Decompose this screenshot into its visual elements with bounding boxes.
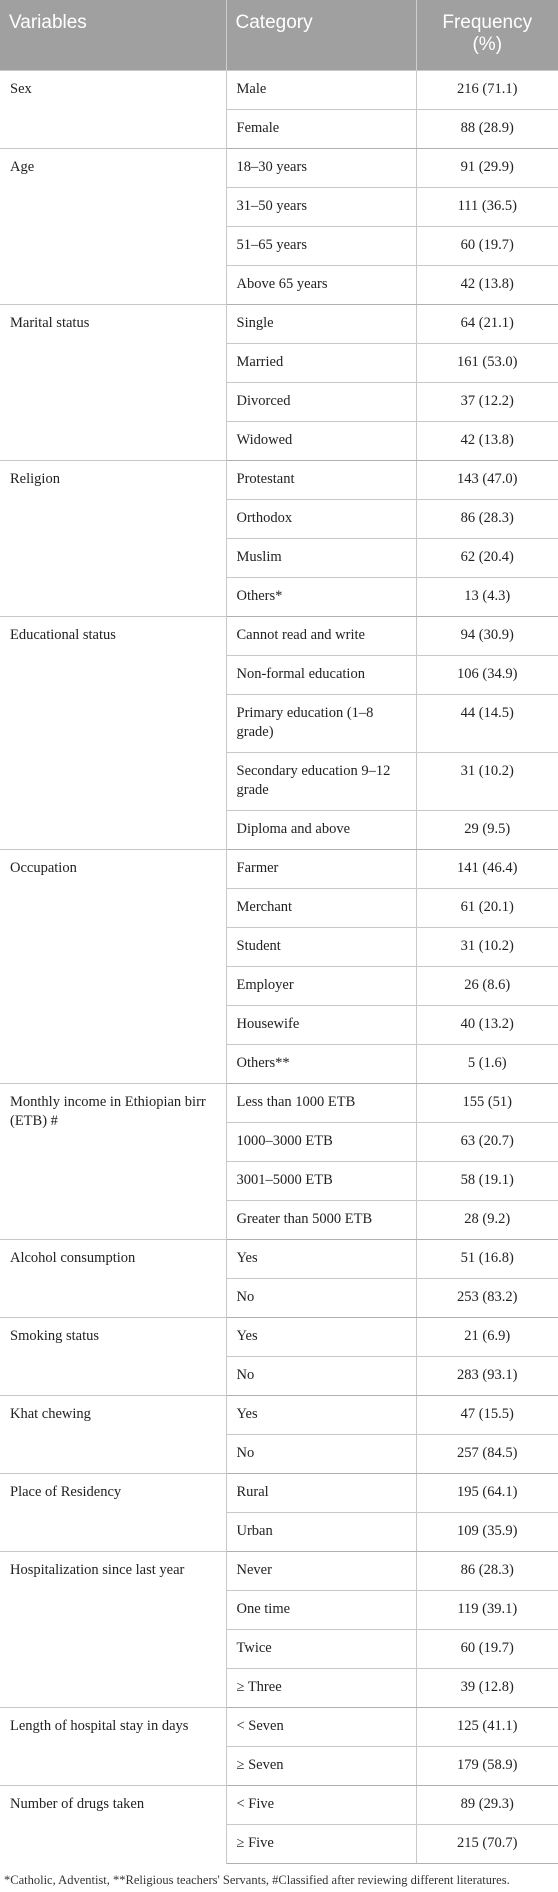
frequency-cell: 109 (35.9) xyxy=(416,1513,558,1552)
category-cell: ≥ Five xyxy=(226,1825,416,1864)
frequency-cell: 179 (58.9) xyxy=(416,1747,558,1786)
category-cell: Male xyxy=(226,71,416,110)
variable-cell: Educational status xyxy=(0,617,226,850)
category-cell: Rural xyxy=(226,1474,416,1513)
variable-cell: Khat chewing xyxy=(0,1396,226,1474)
table-header xyxy=(0,0,558,71)
frequency-cell: 61 (20.1) xyxy=(416,889,558,928)
frequency-cell: 111 (36.5) xyxy=(416,188,558,227)
category-cell: Yes xyxy=(226,1396,416,1435)
frequency-cell: 106 (34.9) xyxy=(416,656,558,695)
category-cell: 31–50 years xyxy=(226,188,416,227)
frequency-cell: 283 (93.1) xyxy=(416,1357,558,1396)
table-row xyxy=(0,1552,558,1591)
variable-cell: Number of drugs taken xyxy=(0,1786,226,1864)
frequency-cell: 31 (10.2) xyxy=(416,928,558,967)
frequency-cell: 119 (39.1) xyxy=(416,1591,558,1630)
category-cell: Greater than 5000 ETB xyxy=(226,1201,416,1240)
frequency-cell: 91 (29.9) xyxy=(416,149,558,188)
category-cell: Others** xyxy=(226,1045,416,1084)
category-cell: Female xyxy=(226,110,416,149)
frequency-cell: 86 (28.3) xyxy=(416,1552,558,1591)
category-cell: Twice xyxy=(226,1630,416,1669)
category-cell: Merchant xyxy=(226,889,416,928)
category-cell: No xyxy=(226,1279,416,1318)
category-cell: No xyxy=(226,1435,416,1474)
variable-cell: Sex xyxy=(0,71,226,149)
category-cell: Urban xyxy=(226,1513,416,1552)
frequency-cell: 88 (28.9) xyxy=(416,110,558,149)
category-cell: Yes xyxy=(226,1318,416,1357)
table-row xyxy=(0,71,558,110)
header-variables: Variables xyxy=(0,0,226,71)
category-cell: One time xyxy=(226,1591,416,1630)
category-cell: Employer xyxy=(226,967,416,1006)
frequency-cell: 125 (41.1) xyxy=(416,1708,558,1747)
table-row xyxy=(0,1708,558,1747)
table-row xyxy=(0,1786,558,1825)
frequency-cell: 64 (21.1) xyxy=(416,305,558,344)
table-row xyxy=(0,850,558,889)
frequency-cell: 58 (19.1) xyxy=(416,1162,558,1201)
variable-cell: Hospitalization since last year xyxy=(0,1552,226,1708)
category-cell: 3001–5000 ETB xyxy=(226,1162,416,1201)
category-cell: 18–30 years xyxy=(226,149,416,188)
category-cell: Primary education (1–8 grade) xyxy=(226,695,416,753)
category-cell: No xyxy=(226,1357,416,1396)
frequency-cell: 42 (13.8) xyxy=(416,422,558,461)
category-cell: Non-formal education xyxy=(226,656,416,695)
category-cell: Housewife xyxy=(226,1006,416,1045)
frequency-cell: 253 (83.2) xyxy=(416,1279,558,1318)
category-cell: < Five xyxy=(226,1786,416,1825)
category-cell: Secondary education 9–12 grade xyxy=(226,753,416,811)
variable-cell: Alcohol consumption xyxy=(0,1240,226,1318)
table-footnote: *Catholic, Adventist, **Religious teachers' Servants, #Classified after reviewing different literatures. xyxy=(4,1873,510,1887)
frequency-cell: 161 (53.0) xyxy=(416,344,558,383)
category-cell: Single xyxy=(226,305,416,344)
frequency-cell: 216 (71.1) xyxy=(416,71,558,110)
variable-cell: Marital status xyxy=(0,305,226,461)
category-cell: Married xyxy=(226,344,416,383)
frequency-cell: 31 (10.2) xyxy=(416,753,558,811)
frequency-cell: 5 (1.6) xyxy=(416,1045,558,1084)
category-cell: Protestant xyxy=(226,461,416,500)
category-cell: Farmer xyxy=(226,850,416,889)
category-cell: ≥ Three xyxy=(226,1669,416,1708)
header-row xyxy=(0,0,558,71)
frequency-cell: 40 (13.2) xyxy=(416,1006,558,1045)
table-row xyxy=(0,305,558,344)
frequency-cell: 86 (28.3) xyxy=(416,500,558,539)
category-cell: Student xyxy=(226,928,416,967)
variable-cell: Place of Residency xyxy=(0,1474,226,1552)
category-cell: Never xyxy=(226,1552,416,1591)
frequency-cell: 37 (12.2) xyxy=(416,383,558,422)
table-row xyxy=(0,1474,558,1513)
frequency-cell: 60 (19.7) xyxy=(416,1630,558,1669)
frequency-cell: 257 (84.5) xyxy=(416,1435,558,1474)
category-cell: Divorced xyxy=(226,383,416,422)
frequency-cell: 63 (20.7) xyxy=(416,1123,558,1162)
variable-cell: Monthly income in Ethiopian birr (ETB) # xyxy=(0,1084,226,1240)
frequency-cell: 94 (30.9) xyxy=(416,617,558,656)
table-row xyxy=(0,461,558,500)
category-cell: Diploma and above xyxy=(226,811,416,850)
frequency-cell: 39 (12.8) xyxy=(416,1669,558,1708)
frequency-cell: 29 (9.5) xyxy=(416,811,558,850)
frequency-cell: 155 (51) xyxy=(416,1084,558,1123)
category-cell: ≥ Seven xyxy=(226,1747,416,1786)
category-cell: Cannot read and write xyxy=(226,617,416,656)
frequency-cell: 89 (29.3) xyxy=(416,1786,558,1825)
header-frequency: Frequency (%) xyxy=(416,0,558,71)
frequency-cell: 13 (4.3) xyxy=(416,578,558,617)
category-cell: Muslim xyxy=(226,539,416,578)
frequency-cell: 215 (70.7) xyxy=(416,1825,558,1864)
frequency-cell: 62 (20.4) xyxy=(416,539,558,578)
variable-cell: Religion xyxy=(0,461,226,617)
table-row xyxy=(0,149,558,188)
category-cell: Orthodox xyxy=(226,500,416,539)
variable-cell: Age xyxy=(0,149,226,305)
table-row xyxy=(0,1240,558,1279)
category-cell: Less than 1000 ETB xyxy=(226,1084,416,1123)
frequency-cell: 143 (47.0) xyxy=(416,461,558,500)
table-row xyxy=(0,617,558,656)
category-cell: 1000–3000 ETB xyxy=(226,1123,416,1162)
frequency-cell: 195 (64.1) xyxy=(416,1474,558,1513)
frequency-cell: 21 (6.9) xyxy=(416,1318,558,1357)
category-cell: Widowed xyxy=(226,422,416,461)
frequency-cell: 47 (15.5) xyxy=(416,1396,558,1435)
table-row xyxy=(0,1318,558,1357)
frequency-cell: 60 (19.7) xyxy=(416,227,558,266)
frequency-cell: 42 (13.8) xyxy=(416,266,558,305)
category-cell: 51–65 years xyxy=(226,227,416,266)
table-row xyxy=(0,1084,558,1123)
frequency-cell: 141 (46.4) xyxy=(416,850,558,889)
table-body xyxy=(0,71,558,1864)
frequency-cell: 44 (14.5) xyxy=(416,695,558,753)
variable-cell: Length of hospital stay in days xyxy=(0,1708,226,1786)
category-cell: Yes xyxy=(226,1240,416,1279)
frequency-cell: 26 (8.6) xyxy=(416,967,558,1006)
frequency-cell: 51 (16.8) xyxy=(416,1240,558,1279)
category-cell: Others* xyxy=(226,578,416,617)
variable-cell: Smoking status xyxy=(0,1318,226,1396)
variable-cell: Occupation xyxy=(0,850,226,1084)
category-cell: Above 65 years xyxy=(226,266,416,305)
frequency-cell: 28 (9.2) xyxy=(416,1201,558,1240)
header-category: Category xyxy=(226,0,416,71)
table-row xyxy=(0,1396,558,1435)
category-cell: < Seven xyxy=(226,1708,416,1747)
